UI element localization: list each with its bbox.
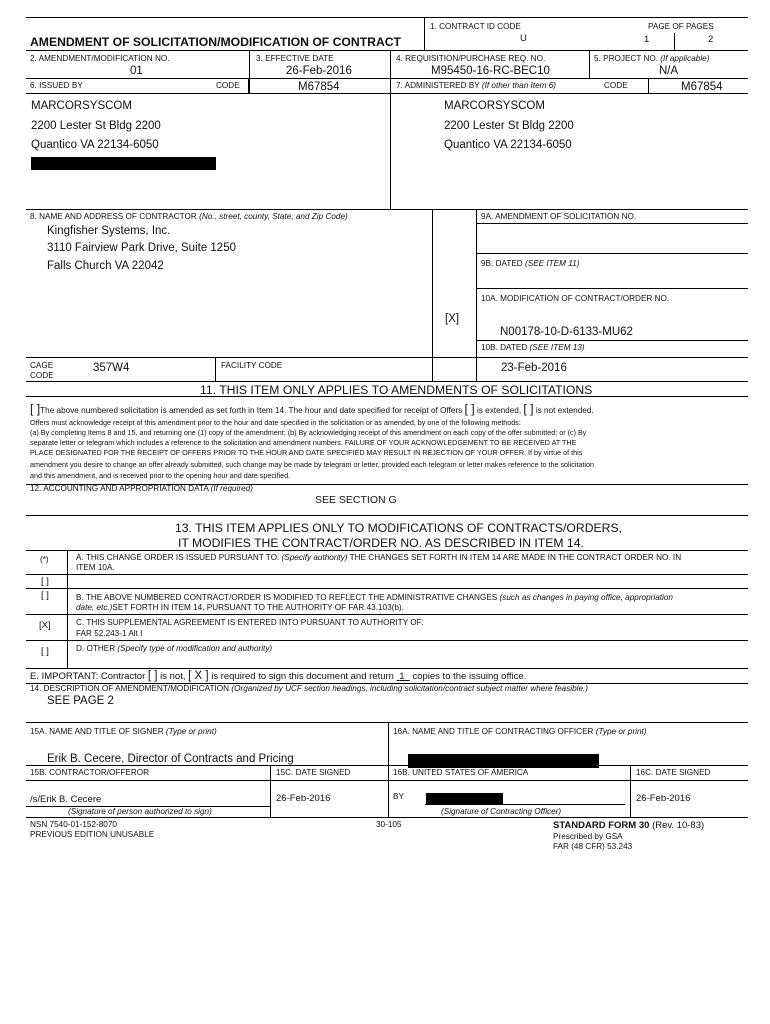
important-notice: E. IMPORTANT: Contractor [ ] is not, [ X ] is required to sign this document and return 1 copies to the issuing office. [30,670,527,682]
amendment-solicitation-label: 9A. AMENDMENT OF SOLICITATION NO. [481,212,637,221]
contractor-signature-note: (Signature of person authorized to sign) [68,807,212,816]
item11-body-1: Offers must acknowledge receipt of this amendment prior to the hour and date specified in the solicitation or as amended, by one of the following methods: [30,418,521,427]
effective-date-value: 26-Feb-2016 [286,65,352,77]
contract-id-value: U [520,33,527,44]
item13-heading-1: 13. THIS ITEM APPLIES ONLY TO MODIFICATIONS OF CONTRACTS/ORDERS, [175,521,622,535]
modification-contract-label: 10A. MODIFICATION OF CONTRACT/ORDER NO. [481,294,670,303]
signer-name: Erik B. Cecere, Director of Contracts and Pricing [47,753,294,765]
amendment-no-label: 2. AMENDMENT/MODIFICATION NO. [30,54,170,63]
issued-code-value: M67854 [298,81,340,93]
project-value: N/A [659,65,679,77]
previous-edition: PREVIOUS EDITION UNUSABLE [30,830,155,839]
page-number: 1 [644,34,650,45]
admin-street: 2200 Lester St Bldg 2200 [444,120,574,132]
issued-code-label: CODE [216,81,240,90]
contractor-offeror-label: 15B. CONTRACTOR/OFFEROR [30,768,150,777]
issuer-street: 2200 Lester St Bldg 2200 [31,120,161,132]
gov-signature-note: (Signature of Contracting Officer) [441,807,562,816]
amendment-no-value: 01 [130,65,143,77]
item11-body-5: amendment you desire to change an offer already submitted, such change may be made by telegram or letter, provided each telegram or letter makes reference to the solicitation [30,460,594,469]
contractor-name: Kingfisher Systems, Inc. [47,225,171,237]
modification-check: [X] [445,313,460,325]
contractor-street: 3110 Fairview Park Drive, Suite 1250 [47,242,236,254]
project-label: 5. PROJECT NO. (If applicable) [594,54,710,63]
item13-a-text-2: ITEM 10A. [76,563,115,572]
item11-heading: 11. THIS ITEM ONLY APPLIES TO AMENDMENTS OF SOLICITATIONS [200,383,593,397]
item13-blank-mark: [ ] [41,576,49,587]
item11-body-6: and this amendment, and is received prior to the opening hour and date specified. [30,471,291,480]
page-total: 2 [708,34,714,45]
item13-c-authority: FAR 52.243-1 Alt I [76,629,143,638]
date-signed-15c-label: 15C. DATE SIGNED [276,768,351,777]
form-title: AMENDMENT OF SOLICITATION/MODIFICATION OF CONTRACT [30,35,402,49]
redaction-bar [31,157,216,170]
item13-a-text: A. THIS CHANGE ORDER IS ISSUED PURSUANT TO: (Specify authority) THE CHANGES SET FORTH IN ITEM 14 ARE MADE IN THE CONTRACT ORDER NO. IN [76,553,682,562]
cage-label: CAGE [30,361,54,370]
item13-b-text: B. THE ABOVE NUMBERED CONTRACT/ORDER IS MODIFIED TO REFLECT THE ADMINISTRATIVE CHANGES (such as changes in paying office, appropriation [76,593,673,602]
requisition-label: 4. REQUISITION/PURCHASE REQ. NO. [396,54,546,63]
united-states-label: 16B. UNITED STATES OF AMERICA [393,768,529,777]
date-signed-16c-label: 16C. DATE SIGNED [636,768,711,777]
gov-date-signed: 26-Feb-2016 [636,793,691,804]
admin-code-label: CODE [604,81,628,90]
item11-body-2: (a) By completing Items 8 and 15, and returning one (1) copy of the amendment; (b) By acknowledging receipt of this amendment on each copy of the offer submitted; or (c) By [30,428,587,437]
standard-form: STANDARD FORM 30 (Rev. 10-83) [553,820,705,831]
modification-contract-value: N00178-10-D-6133-MU62 [500,326,633,338]
nsn: NSN 7540-01-152-8070 [30,820,117,829]
contractor-date-signed: 26-Feb-2016 [276,793,331,804]
issuer-city: Quantico VA 22134-6050 [31,139,159,151]
contractor-city: Falls Church VA 22042 [47,260,164,272]
item13-c-mark: [X] [39,620,51,631]
item13-d-mark: [ ] [41,646,49,657]
item11-statement: [ ]The above numbered solicitation is amended as set forth in Item 14. The hour and date specified for receipt of Offers [ ] is extended, [ ] is not extended. [30,402,594,416]
item12-value: SEE SECTION G [315,494,397,506]
item12-label: 12. ACCOUNTING AND APPROPRIATION DATA (If required) [30,484,253,493]
redaction-bar [408,754,599,768]
issued-by-label: 6. ISSUED BY [30,81,83,90]
contract-id-label: 1. CONTRACT ID CODE [430,22,521,31]
facility-code-label: FACILITY CODE [221,361,283,370]
item14-value: SEE PAGE 2 [47,695,114,707]
cage-value: 357W4 [93,362,130,374]
far-reference: FAR (48 CFR) 53.243 [553,842,633,851]
administered-by-label: 7. ADMINISTERED BY (If other than Item 6) [396,81,557,90]
dated-10b-value: 23-Feb-2016 [501,362,567,374]
item14-label: 14. DESCRIPTION OF AMENDMENT/MODIFICATION (Organized by UCF section headings, including solicitation/contract subject matter where feasible.) [30,684,589,693]
admin-name: MARCORSYSCOM [444,100,545,112]
item13-a-mark: (*) [40,555,49,564]
item11-body-3: separate letter or telegram which includes a reference to the solicitation and amendment numbers. FAILURE OF YOUR ACKNOWLEDGEMENT TO BE RECEIVED AT THE [30,438,577,447]
issuer-name: MARCORSYSCOM [31,100,132,112]
redaction-bar [426,793,503,805]
form-code: 30-105 [376,820,402,829]
effective-date-label: 3. EFFECTIVE DATE [256,54,334,63]
cage-label-2: CODE [30,371,54,380]
item13-c-text: C. THIS SUPPLEMENTAL AGREEMENT IS ENTERED INTO PURSUANT TO AUTHORITY OF: [76,618,424,627]
signer-label: 15A. NAME AND TITLE OF SIGNER (Type or print) [30,727,217,736]
contractor-label: 8. NAME AND ADDRESS OF CONTRACTOR (No., street, county, State, and Zip Code) [30,212,348,221]
page-of-pages-label: PAGE OF PAGES [648,22,714,31]
item13-b-text-2: date, etc.)SET FORTH IN ITEM 14, PURSUANT TO THE AUTHORITY OF FAR 43.103(b). [76,603,404,612]
dated-9b-label: 9B. DATED (SEE ITEM 11) [481,259,580,268]
item13-b-mark: [ ] [41,590,49,601]
requisition-value: M95450-16-RC-BEC10 [431,65,550,77]
contracting-officer-label: 16A. NAME AND TITLE OF CONTRACTING OFFICER (Type or print) [393,727,647,736]
item13-heading-2: IT MODIFIES THE CONTRACT/ORDER NO. AS DESCRIBED IN ITEM 14. [178,536,584,550]
admin-code-value: M67854 [681,81,723,93]
by-label: BY [393,792,404,801]
dated-10b-label: 10B. DATED (SEE ITEM 13) [481,343,585,352]
admin-city: Quantico VA 22134-6050 [444,139,572,151]
prescribed-by: Prescribed by GSA [553,832,623,841]
item11-body-4: PLACE DESIGNATED FOR THE RECEIPT OF OFFERS PRIOR TO THE HOUR AND DATE SPECIFIED MAY RESULT IN REJECTION OF YOUR OFFER. If by virtue of this [30,448,583,457]
item13-d-text: D. OTHER (Specify type of modification and authority) [76,644,273,653]
contractor-signature: /s/Erik B. Cecere [30,794,102,805]
